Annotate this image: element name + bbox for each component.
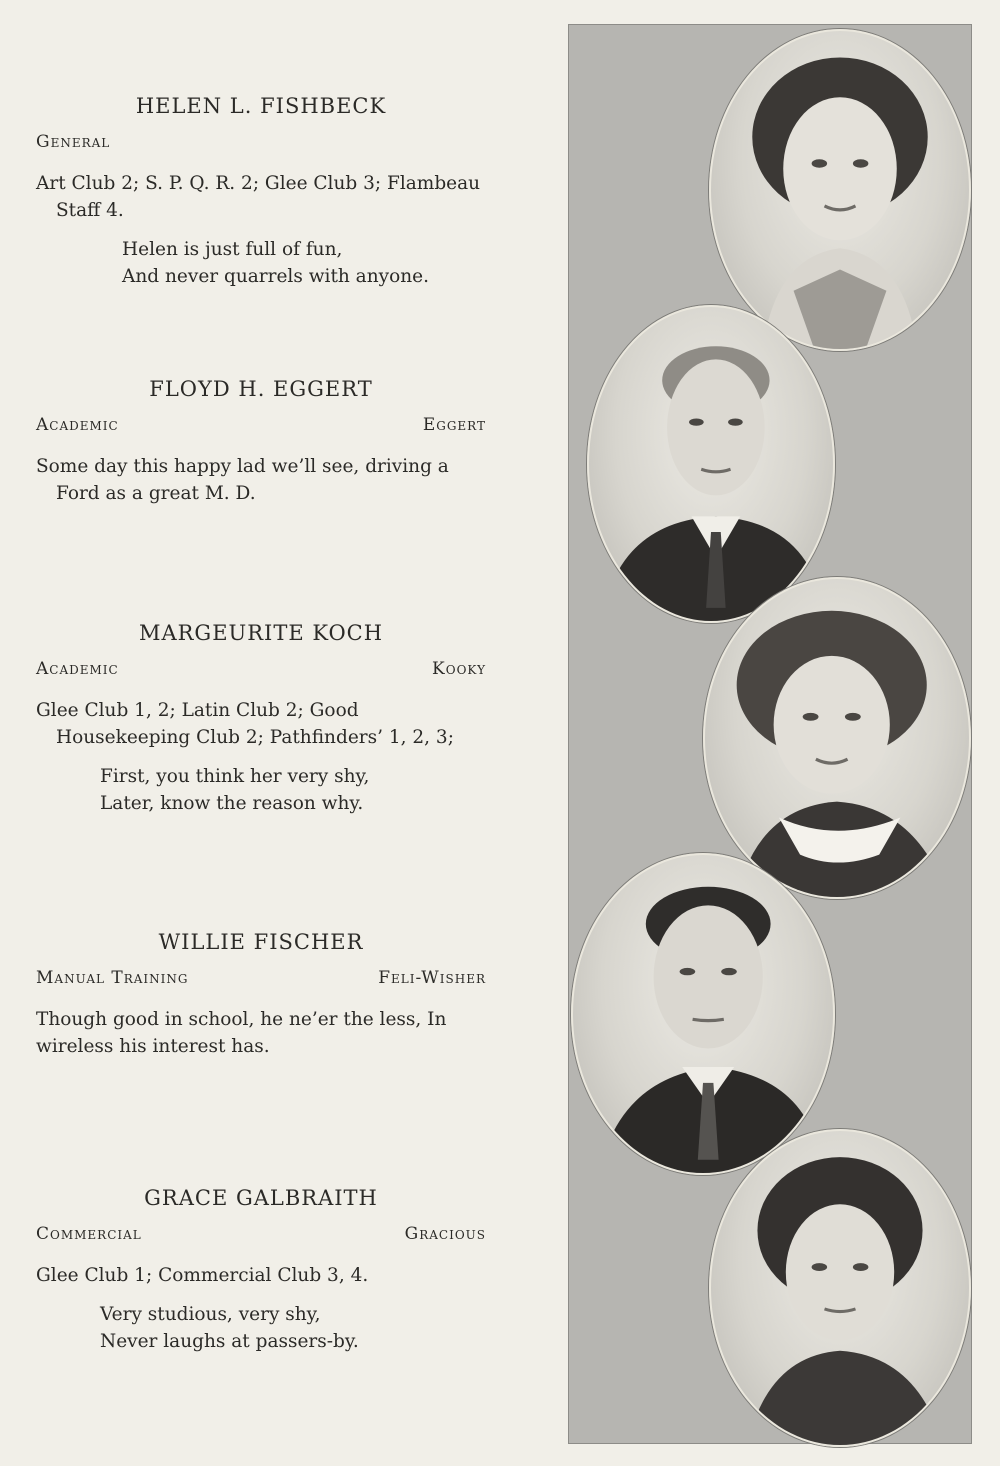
student-course: Academic [36,659,119,679]
student-course: Academic [36,415,119,435]
student-nickname: Eggert [422,415,486,435]
student-entry-fischer [36,930,486,1072]
student-meta [36,415,486,435]
verse-line: Helen is just full of fun, [122,239,343,260]
student-course: Commercial [36,1224,142,1244]
student-entry-eggert [36,377,486,519]
student-activities: Though good in school, he ne’er the less, In wireless his interest has. [36,1009,447,1057]
student-activities: Glee Club 1, 2; Latin Club 2; Good Housekeeping Club 2; Pathfinders’ 1, 2, 3; [36,700,454,748]
verse-line: And never quarrels with anyone. [122,266,429,287]
student-nickname: Gracious [404,1224,486,1244]
student-entry-fishbeck [36,94,486,290]
portrait-grace-galbraith [709,1129,971,1447]
portrait-floyd-eggert [587,305,835,623]
student-course: General [36,132,111,152]
verse-line: Later, know the reason why. [100,793,364,814]
student-activities: Glee Club 1; Commercial Club 3, 4. [36,1265,369,1286]
student-name: HELEN L. FISHBECK [135,94,387,118]
student-verse [36,763,486,817]
student-activities: Some day this happy lad we’ll see, driving a Ford as a great M. D. [36,456,449,504]
student-nickname: Feli-Wisher [378,968,486,988]
student-name: GRACE GALBRAITH [144,1186,378,1210]
student-name: WILLIE FISCHER [158,930,364,954]
portrait-willie-fischer [571,853,835,1175]
student-meta [36,132,486,152]
portrait-margeurite-koch [703,577,971,899]
student-meta [36,968,486,988]
student-verse [36,236,486,290]
student-course: Manual Training [36,968,189,988]
student-meta [36,659,486,679]
student-activities: Art Club 2; S. P. Q. R. 2; Glee Club 3; Flambeau Staff 4. [36,173,481,221]
student-name: FLOYD H. EGGERT [149,377,373,401]
portrait-helen-fishbeck [709,29,971,351]
student-name: MARGEURITE KOCH [138,621,384,645]
student-meta [36,1224,486,1244]
student-entry-koch [36,621,486,817]
student-verse [36,1301,486,1355]
student-entry-galbraith [36,1186,486,1355]
verse-line: First, you think her very shy, [100,766,370,787]
photo-strip [568,24,972,1444]
verse-line: Very studious, very shy, [100,1304,321,1325]
student-nickname: Kooky [432,659,486,679]
verse-line: Never laughs at passers-by. [100,1331,359,1352]
